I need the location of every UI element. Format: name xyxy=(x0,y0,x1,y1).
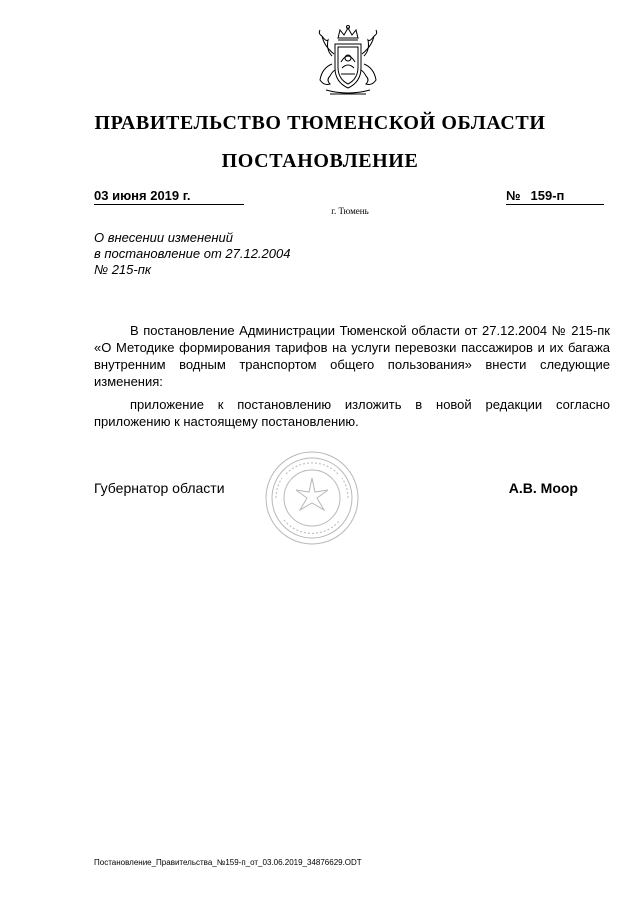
signer-position: Губернатор области xyxy=(94,480,225,496)
signer-name: А.В. Моор xyxy=(508,480,578,496)
official-seal-icon xyxy=(262,448,362,548)
body-paragraph-1: В постановление Администрации Тюменской области от 27.12.2004 № 215-пк «О Методике формирования тарифов на услуги перевозки пассажиров и их багажа внутренним водным транспортом общего пользования» внести следующие изменения: xyxy=(94,323,610,389)
document-number-field xyxy=(506,188,604,205)
coat-of-arms-icon xyxy=(308,24,388,104)
footer-filename: Постановление_Правительства_№159-п_от_03.06.2019_34876629.ODT xyxy=(94,858,362,867)
document-body xyxy=(94,322,610,436)
document-date: 03 июня 2019 г. xyxy=(94,188,244,205)
subject-line-2: в постановление от 27.12.2004 xyxy=(94,246,291,261)
document-number: 159-п xyxy=(530,188,565,203)
subject-line-3: № 215-пк xyxy=(94,262,152,277)
city-label: г. Тюмень xyxy=(331,206,369,216)
government-title: ПРАВИТЕЛЬСТВО ТЮМЕНСКОЙ ОБЛАСТИ xyxy=(94,112,546,134)
subject-line-1: О внесении изменений xyxy=(94,230,233,245)
document-subject xyxy=(94,230,394,278)
document-type: ПОСТАНОВЛЕНИЕ xyxy=(221,150,419,172)
body-paragraph-2: приложение к постановлению изложить в новой редакции согласно приложению к настоящему постановлению. xyxy=(94,397,610,429)
number-sign: № xyxy=(506,188,521,203)
